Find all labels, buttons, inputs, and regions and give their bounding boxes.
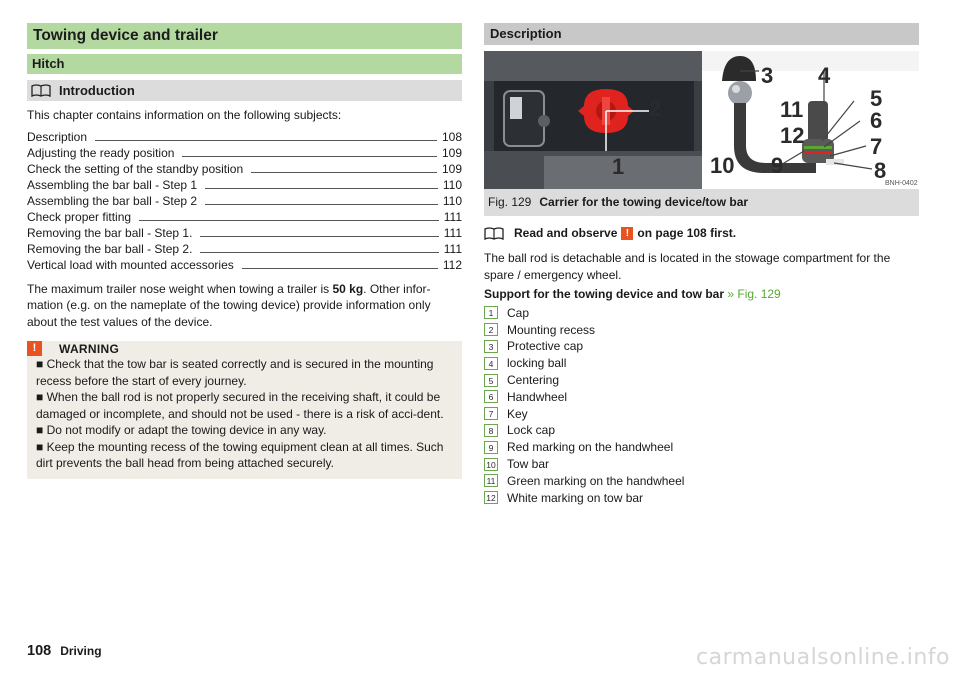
warning-icon: ! <box>27 341 42 356</box>
figure-code: BNH-0402 <box>885 180 918 187</box>
nose-weight-value: 50 kg <box>332 281 364 296</box>
footer-section: Driving <box>60 644 102 658</box>
toc-item[interactable]: Removing the bar ball - Step 2. 111 <box>27 241 462 256</box>
legend-item: 9 Red marking on the handwheel <box>484 439 919 456</box>
intro-heading: Introduction <box>59 83 135 98</box>
book-icon <box>484 227 504 240</box>
towbar-illustration <box>484 51 919 189</box>
figure-legend <box>484 305 919 507</box>
legend-item: 8 Lock cap <box>484 422 919 439</box>
callout-9: 9 <box>771 153 784 178</box>
legend-item: 7 Key <box>484 405 919 422</box>
warning-item: ■ Do not modify or adapt the towing device in any way. <box>36 423 327 437</box>
warning-title: WARNING <box>59 341 120 356</box>
intro-heading-bar <box>27 80 462 101</box>
nose-weight-paragraph: The maximum trailer nose weight when towing a trailer is 50 kg. Other infor- mation (e.g. on the nameplate of the towing device) provide information only about the test values of the device. <box>27 281 431 329</box>
chapter-title: Towing device and trailer <box>27 23 462 49</box>
table-of-contents <box>27 129 462 273</box>
warning-item: ■ Keep the mounting recess of the towing equipment clean at all times. Such dirt prevents the ball head from being attached securely. <box>36 439 444 470</box>
callout-1: 1 <box>612 154 625 179</box>
toc-item[interactable]: Check proper fitting 111 <box>27 209 462 224</box>
legend-item: 1 Cap <box>484 305 919 322</box>
callout-8: 8 <box>874 158 887 183</box>
toc-item[interactable]: Adjusting the ready position 109 <box>27 145 462 160</box>
toc-item[interactable]: Assembling the bar ball - Step 2 110 <box>27 193 462 208</box>
towbar-figure <box>484 51 919 189</box>
toc-item[interactable]: Removing the bar ball - Step 1. 111 <box>27 225 462 240</box>
figure-number: Fig. 129 <box>488 195 532 209</box>
legend-item: 5 Centering <box>484 372 919 389</box>
legend-item: 4 locking ball <box>484 355 919 372</box>
callout-2: 2 <box>649 96 662 121</box>
support-heading: Support for the towing device and tow bar » Fig. 129 <box>484 287 781 301</box>
page-number: 108 <box>27 643 52 659</box>
description-text: The ball rod is detachable and is located in the stowage compartment for the spare / emergency wheel. <box>484 251 891 282</box>
figure-caption <box>484 189 919 216</box>
left-column <box>27 23 462 479</box>
warning-header <box>27 341 453 356</box>
figure-caption-text: Carrier for the towing device/tow bar <box>539 195 749 209</box>
description-title: Description <box>484 23 919 45</box>
callout-10: 10 <box>710 153 735 178</box>
book-icon <box>31 84 51 97</box>
callout-4: 4 <box>818 63 831 88</box>
callout-5: 5 <box>870 86 883 111</box>
warning-box <box>27 341 462 479</box>
callout-3: 3 <box>761 63 774 88</box>
toc-item[interactable]: Assembling the bar ball - Step 1 110 <box>27 177 462 192</box>
toc-item[interactable]: Check the setting of the standby position 109 <box>27 161 462 176</box>
figure-reference-link[interactable]: » Fig. 129 <box>727 287 781 301</box>
callout-6: 6 <box>870 108 883 133</box>
legend-item: 6 Handwheel <box>484 388 919 405</box>
toc-item[interactable]: Vertical load with mounted accessories 112 <box>27 257 462 272</box>
intro-text: This chapter contains information on the following subjects: <box>27 108 342 122</box>
section-title: Hitch <box>27 54 462 74</box>
read-page-link[interactable]: on page 108 first. <box>637 226 737 240</box>
warning-item: ■ When the ball rod is not properly secured in the receiving shaft, it could be damaged or incomplete, and should not be used - there is a risk of acci-dent. <box>36 390 444 421</box>
toc-item[interactable]: Description 108 <box>27 129 462 144</box>
callout-12: 12 <box>780 123 805 148</box>
legend-item: 3 Protective cap <box>484 338 919 355</box>
right-column <box>484 23 919 506</box>
warning-icon: ! <box>621 227 633 240</box>
callout-7: 7 <box>870 134 883 159</box>
legend-item: 2 Mounting recess <box>484 321 919 338</box>
watermark: carmanualsonline.info <box>696 645 950 670</box>
legend-item: 10 Tow bar <box>484 456 919 473</box>
read-and-observe: Read and observe ! on page 108 first. <box>484 224 919 242</box>
legend-item: 12 White marking on tow bar <box>484 489 919 506</box>
page-footer <box>27 643 102 659</box>
legend-item: 11 Green marking on the handwheel <box>484 472 919 489</box>
warning-item: ■ Check that the tow bar is seated correctly and is secured in the mounting recess before the start of every journey. <box>36 357 434 388</box>
callout-11: 11 <box>780 97 804 122</box>
